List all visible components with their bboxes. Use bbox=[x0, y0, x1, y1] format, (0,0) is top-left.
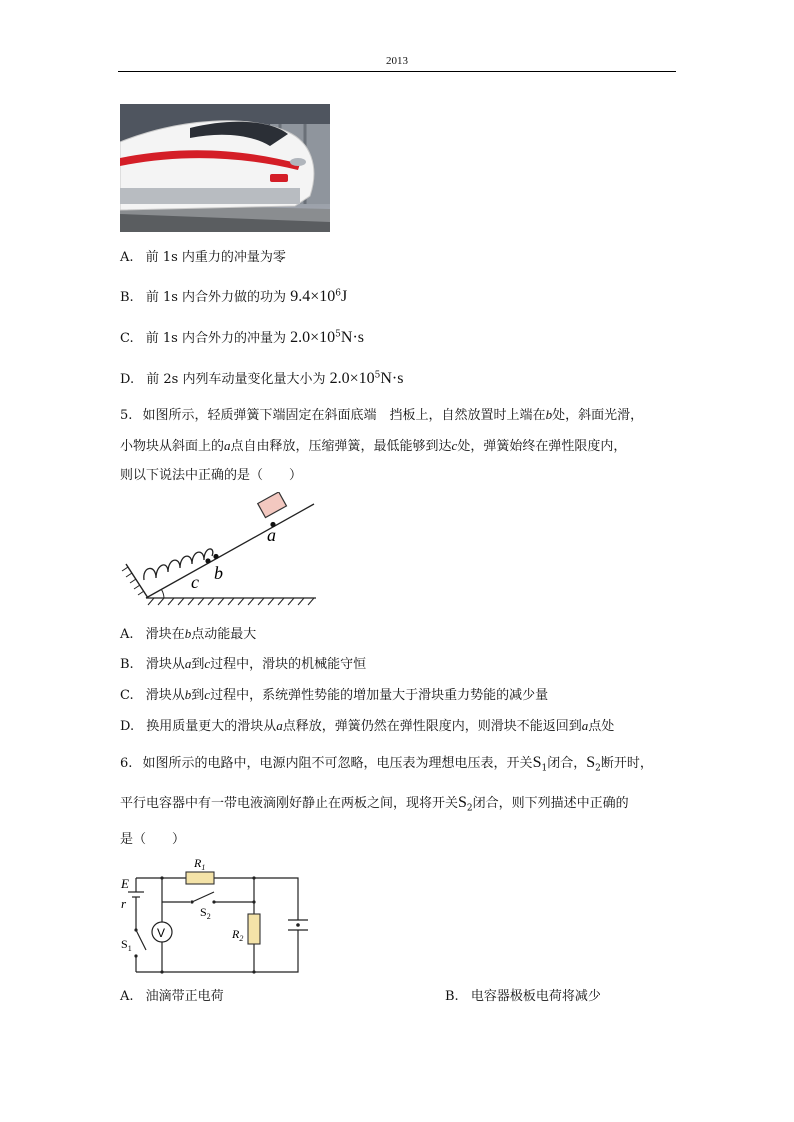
option-label: A. bbox=[120, 250, 134, 265]
option-var: a bbox=[276, 718, 283, 733]
switch-s1-blade bbox=[136, 930, 146, 950]
q4-option-d bbox=[120, 371, 403, 388]
stem-text: 如图所示，轻质弹簧下端固定在斜面底端 挡板上，自然放置时上端在 bbox=[142, 408, 546, 423]
option-label: C. bbox=[120, 331, 134, 346]
label-r: r bbox=[121, 896, 127, 911]
label-R1: $R_1$ bbox=[194, 856, 206, 872]
s2-contact-right bbox=[212, 900, 215, 903]
junction-dot bbox=[160, 970, 163, 973]
point-c-dot bbox=[205, 558, 210, 563]
stem-text: 处，斜面光滑， bbox=[552, 408, 644, 423]
question-number: 6. bbox=[120, 756, 133, 771]
option-label: D. bbox=[120, 719, 135, 734]
barrier-wall bbox=[126, 564, 148, 598]
label-R2: $R_2$ bbox=[232, 927, 244, 943]
resistor-r1 bbox=[186, 872, 214, 884]
option-text: 过程中，滑块的机械能守恒 bbox=[210, 657, 367, 672]
ground-hatching bbox=[148, 598, 314, 605]
junction-dot bbox=[252, 970, 255, 973]
point-b-dot bbox=[213, 554, 218, 559]
junction-dot bbox=[160, 876, 163, 879]
s1-contact-bottom bbox=[134, 954, 137, 957]
option-text: 前 2s 内列车动量变化量大小为 bbox=[146, 372, 326, 387]
option-text: 滑块从 bbox=[145, 657, 185, 672]
option-text: 到 bbox=[191, 657, 205, 672]
option-value: 2.0×10 bbox=[329, 370, 375, 387]
label-c: c bbox=[191, 572, 199, 592]
q6-stem-line-3 bbox=[120, 832, 185, 848]
resistor-r2 bbox=[248, 914, 260, 944]
stem-text: 小物块从斜面上的 bbox=[120, 439, 225, 454]
point-b: b bbox=[545, 407, 553, 422]
stem-text: 断开时， bbox=[600, 756, 653, 771]
q6-stem-line-1 bbox=[120, 755, 653, 772]
label-S2: $S_2$ bbox=[200, 905, 211, 921]
option-var: a bbox=[581, 718, 589, 733]
circuit-diagram bbox=[118, 852, 308, 980]
stem-text: 处，弹簧始终在弹性限度内， bbox=[457, 439, 627, 454]
option-var: b bbox=[184, 687, 192, 702]
point-c: c bbox=[451, 438, 458, 453]
label-S1: $S_1$ bbox=[121, 937, 132, 953]
switch-s2-sub: 2 bbox=[466, 803, 473, 814]
option-text: 到 bbox=[191, 688, 205, 703]
label-a: a bbox=[267, 525, 276, 545]
switch-s2: S bbox=[458, 794, 467, 811]
s1-contact-top bbox=[134, 928, 137, 931]
option-text: 点动能最大 bbox=[191, 627, 257, 642]
q6-option-a bbox=[120, 989, 224, 1005]
option-exponent: 6 bbox=[335, 288, 341, 299]
option-label: A. bbox=[120, 989, 134, 1004]
switch-s2-blade bbox=[192, 892, 214, 902]
incline-surface bbox=[146, 504, 314, 598]
junction-dot bbox=[252, 876, 255, 879]
stem-text: 闭合， bbox=[547, 756, 587, 771]
q4-option-c bbox=[120, 330, 364, 347]
junction-dot bbox=[252, 900, 255, 903]
q5-stem-line-1 bbox=[120, 407, 643, 424]
label-E: E bbox=[121, 876, 129, 891]
option-text: 前 1s 内合外力的冲量为 bbox=[145, 331, 286, 346]
option-unit: N·s bbox=[340, 329, 364, 346]
option-text: 电容器极板电荷将减少 bbox=[470, 989, 601, 1004]
option-text: 滑块从 bbox=[145, 688, 185, 703]
option-var: c bbox=[204, 656, 211, 671]
option-var: b bbox=[184, 626, 192, 641]
switch-s1: S bbox=[532, 754, 542, 771]
spring bbox=[144, 549, 213, 580]
option-value: 2.0×10 bbox=[290, 329, 336, 346]
voltmeter-label: V bbox=[157, 926, 166, 940]
option-label: D. bbox=[120, 372, 135, 387]
option-var: c bbox=[204, 687, 211, 702]
option-text: 点处 bbox=[588, 719, 615, 734]
s2-contact-left bbox=[190, 900, 193, 903]
option-label: B. bbox=[120, 290, 134, 305]
stem-text: 则以下说法中正确的是（ ） bbox=[120, 468, 303, 483]
option-label: B. bbox=[445, 989, 459, 1004]
stem-text: 闭合，则下列描述中正确的 bbox=[472, 796, 629, 811]
q5-option-b bbox=[120, 656, 366, 673]
option-text: 过程中，系统弹性势能的增加量大于滑块重力势能的减少量 bbox=[210, 688, 549, 703]
option-text: 前 1s 内合外力做的功为 bbox=[145, 290, 287, 305]
question-number: 5. bbox=[120, 408, 133, 423]
point-a: a bbox=[224, 438, 231, 453]
stem-text: 平行电容器中有一带电液滴刚好静止在两板之间，现将开关 bbox=[120, 796, 459, 811]
option-var: a bbox=[184, 656, 192, 671]
option-label: B. bbox=[120, 657, 134, 672]
option-text: 前 1s 内重力的冲量为零 bbox=[145, 250, 286, 265]
angle-arc bbox=[162, 590, 165, 598]
train-photo bbox=[120, 104, 330, 232]
option-exponent: 5 bbox=[335, 329, 341, 340]
switch-s2: S bbox=[586, 754, 596, 771]
q5-option-c bbox=[120, 687, 548, 704]
sliding-block bbox=[258, 492, 287, 518]
q6-option-b bbox=[445, 989, 601, 1005]
option-text: 点释放，弹簧仍然在弹性限度内，则滑块不能返回到 bbox=[282, 719, 582, 734]
option-unit: N·s bbox=[380, 370, 404, 387]
option-unit: J bbox=[340, 288, 348, 305]
q4-option-a bbox=[120, 250, 286, 266]
option-exponent: 5 bbox=[374, 370, 381, 381]
header-rule bbox=[118, 71, 676, 72]
option-text: 换用质量更大的滑块从 bbox=[146, 719, 277, 734]
stem-text: 是（ ） bbox=[120, 832, 186, 847]
stem-text: 如图所示的电路中，电源内阻不可忽略，电压表为理想电压表，开关 bbox=[142, 756, 533, 771]
option-text: 滑块在 bbox=[145, 627, 185, 642]
option-label: A. bbox=[120, 627, 134, 642]
q5-stem-line-2 bbox=[120, 438, 626, 455]
q4-option-b bbox=[120, 289, 347, 306]
switch-s2-sub: 2 bbox=[595, 763, 601, 774]
incline-spring-diagram bbox=[120, 492, 320, 610]
q5-stem-line-3 bbox=[120, 468, 302, 484]
q6-stem-line-2 bbox=[120, 795, 629, 812]
label-b: b bbox=[214, 563, 223, 583]
q5-option-a bbox=[120, 626, 256, 643]
option-value: 9.4×10 bbox=[290, 288, 336, 305]
q5-option-d bbox=[120, 718, 614, 735]
wall-hatching bbox=[122, 567, 144, 595]
oil-droplet bbox=[296, 923, 300, 927]
switch-s1-sub: 1 bbox=[541, 763, 548, 774]
page-header-year: 2013 bbox=[386, 55, 408, 67]
stem-text: 点自由释放，压缩弹簧，最低能够到达 bbox=[230, 439, 452, 454]
option-label: C. bbox=[120, 688, 134, 703]
option-text: 油滴带正电荷 bbox=[145, 989, 224, 1004]
